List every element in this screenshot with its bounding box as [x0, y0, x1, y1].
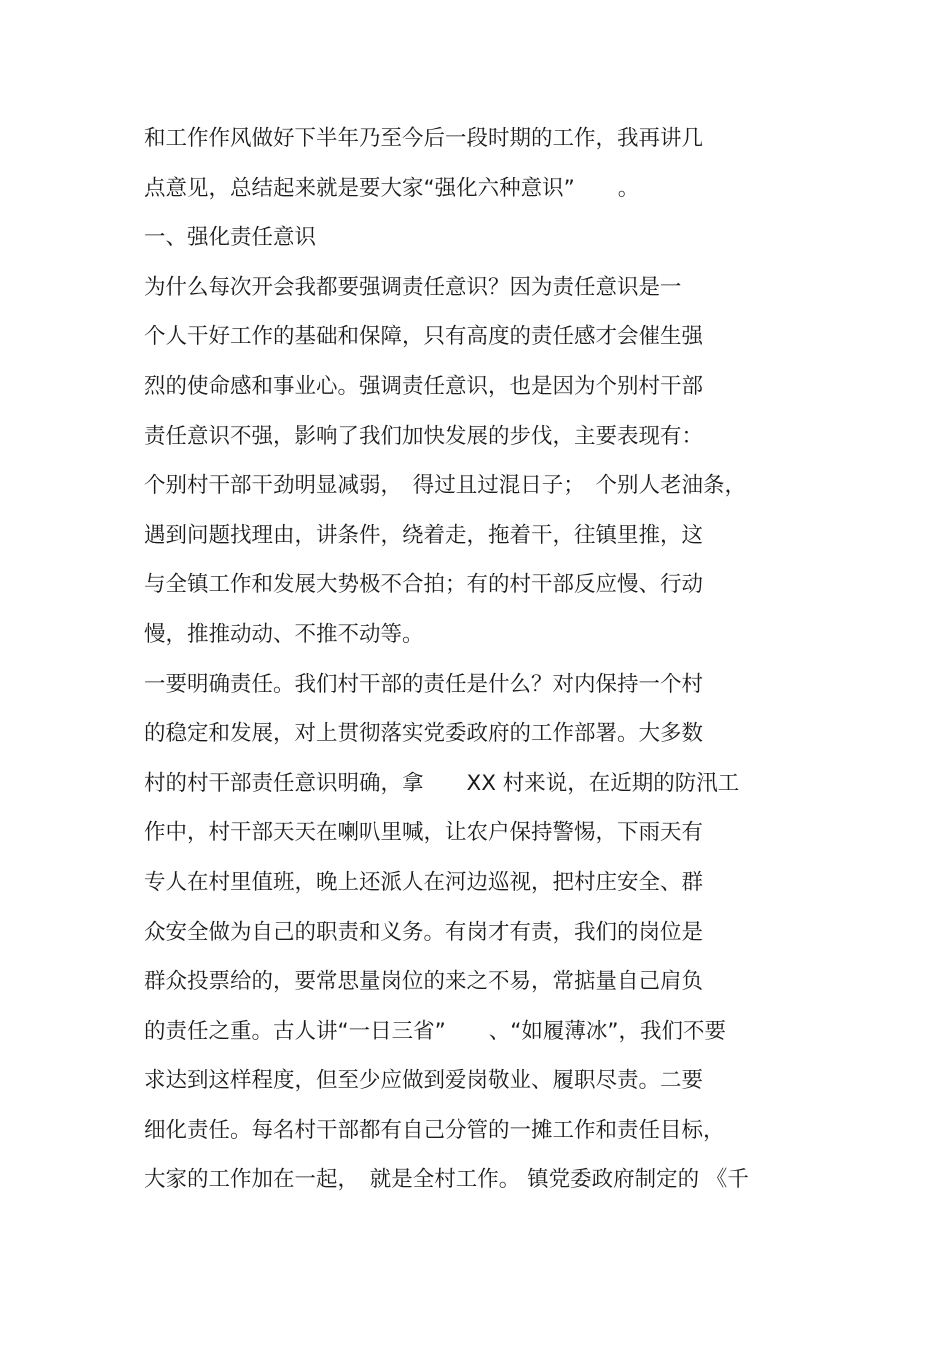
text-line-2: 点意见，总结起来就是要大家“强化六种意识” 。	[144, 175, 640, 201]
text-line-21: 细化责任。每名村干部都有自己分管的一摊工作和责任目标，	[144, 1117, 725, 1143]
text-line-9: 遇到问题找理由，讲条件，绕着走，拖着干，往镇里推，这	[144, 522, 704, 548]
text-line-5: 个人干好工作的基础和保障，只有高度的责任感才会催生强	[144, 324, 704, 350]
text-line-15: 作中，村干部天天在喇叭里喊，让农户保持警惕，下雨天有	[144, 820, 704, 846]
text-line-22: 大家的工作加在一起， 就是全村工作。 镇党委政府制定的 《千	[144, 1167, 749, 1193]
text-line-1: 和工作作风做好下半年乃至今后一段时期的工作，我再讲几	[144, 126, 704, 151]
text-line-18: 群众投票给的，要常思量岗位的来之不易，常掂量自己肩负	[144, 969, 704, 995]
body-text	[144, 114, 824, 1205]
text-line-6: 烈的使命感和事业心。强调责任意识，也是因为个别村干部	[144, 373, 704, 399]
text-line-13: 的稳定和发展，对上贯彻落实党委政府的工作部署。大多数	[144, 721, 704, 747]
text-line-10: 与全镇工作和发展大势极不合拍；有的村干部反应慢、行动	[144, 572, 704, 598]
text-line-20: 求达到这样程度，但至少应做到爱岗敬业、履职尽责。二要	[144, 1068, 704, 1094]
text-line-11: 慢，推推动动、不推不动等。	[144, 621, 424, 647]
text-line-7: 责任意识不强，影响了我们加快发展的步伐，主要表现有：	[144, 423, 704, 449]
text-line-17: 众安全做为自己的职责和义务。有岗才有责，我们的岗位是	[144, 919, 704, 945]
text-line-4: 为什么每次开会我都要强调责任意识？因为责任意识是一	[144, 274, 682, 300]
section-heading: 一、强化责任意识	[144, 225, 317, 251]
text-line-12: 一要明确责任。我们村干部的责任是什么？对内保持一个村	[144, 671, 704, 697]
text-line-14: 村的村干部责任意识明确，拿 XX 村来说，在近期的防汛工	[144, 770, 740, 796]
text-line-19: 的责任之重。古人讲“一日三省” 、“如履薄冰”，我们不要	[144, 1018, 727, 1044]
text-line-16: 专人在村里值班，晚上还派人在河边巡视，把村庄安全、群	[144, 869, 704, 895]
text-line-8: 个别村干部干劲明显减弱， 得过且过混日子； 个别人老油条，	[144, 473, 747, 499]
